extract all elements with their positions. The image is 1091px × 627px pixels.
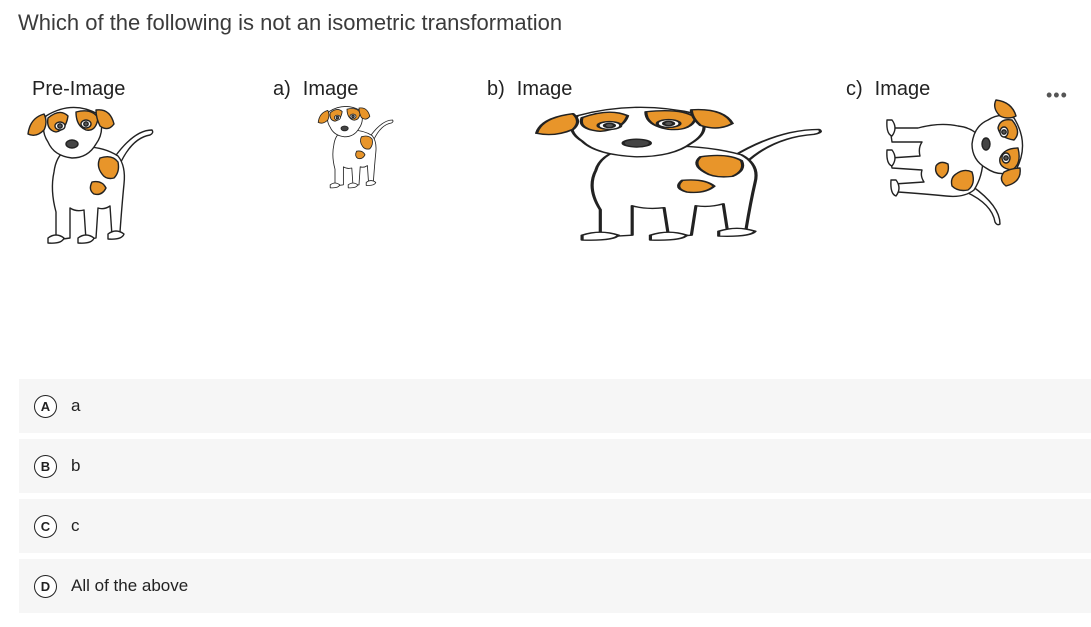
option-b-badge: B: [34, 455, 57, 478]
image-a-title: Image: [302, 78, 359, 100]
option-a-badge: A: [34, 395, 57, 418]
image-b-title: Image: [516, 78, 573, 100]
image-c-dog: [885, 98, 1030, 228]
option-c-text: c: [71, 516, 80, 535]
image-b-label: [487, 78, 572, 101]
option-a[interactable]: [19, 379, 1091, 433]
question-text: Which of the following is not an isometric transformation: [18, 10, 563, 35]
image-c-letter: c): [846, 78, 863, 100]
option-c-badge: C: [34, 515, 57, 538]
image-a-letter: a): [273, 78, 291, 100]
more-options-icon[interactable]: •••: [1046, 85, 1068, 105]
option-b-text: b: [71, 456, 81, 475]
image-b-letter: b): [487, 78, 505, 100]
option-c[interactable]: [19, 499, 1091, 553]
option-d[interactable]: [19, 559, 1091, 613]
image-a-label: [273, 78, 358, 101]
image-c-title: Image: [874, 78, 931, 100]
pre-image-label: Pre-Image: [32, 78, 126, 100]
option-b[interactable]: [19, 439, 1091, 493]
image-b-dog: [532, 100, 828, 242]
option-d-badge: D: [34, 575, 57, 598]
option-d-text: All of the above: [71, 576, 189, 595]
pre-image-dog: [26, 100, 156, 245]
image-a-dog: [317, 102, 395, 189]
option-a-text: a: [71, 396, 81, 415]
